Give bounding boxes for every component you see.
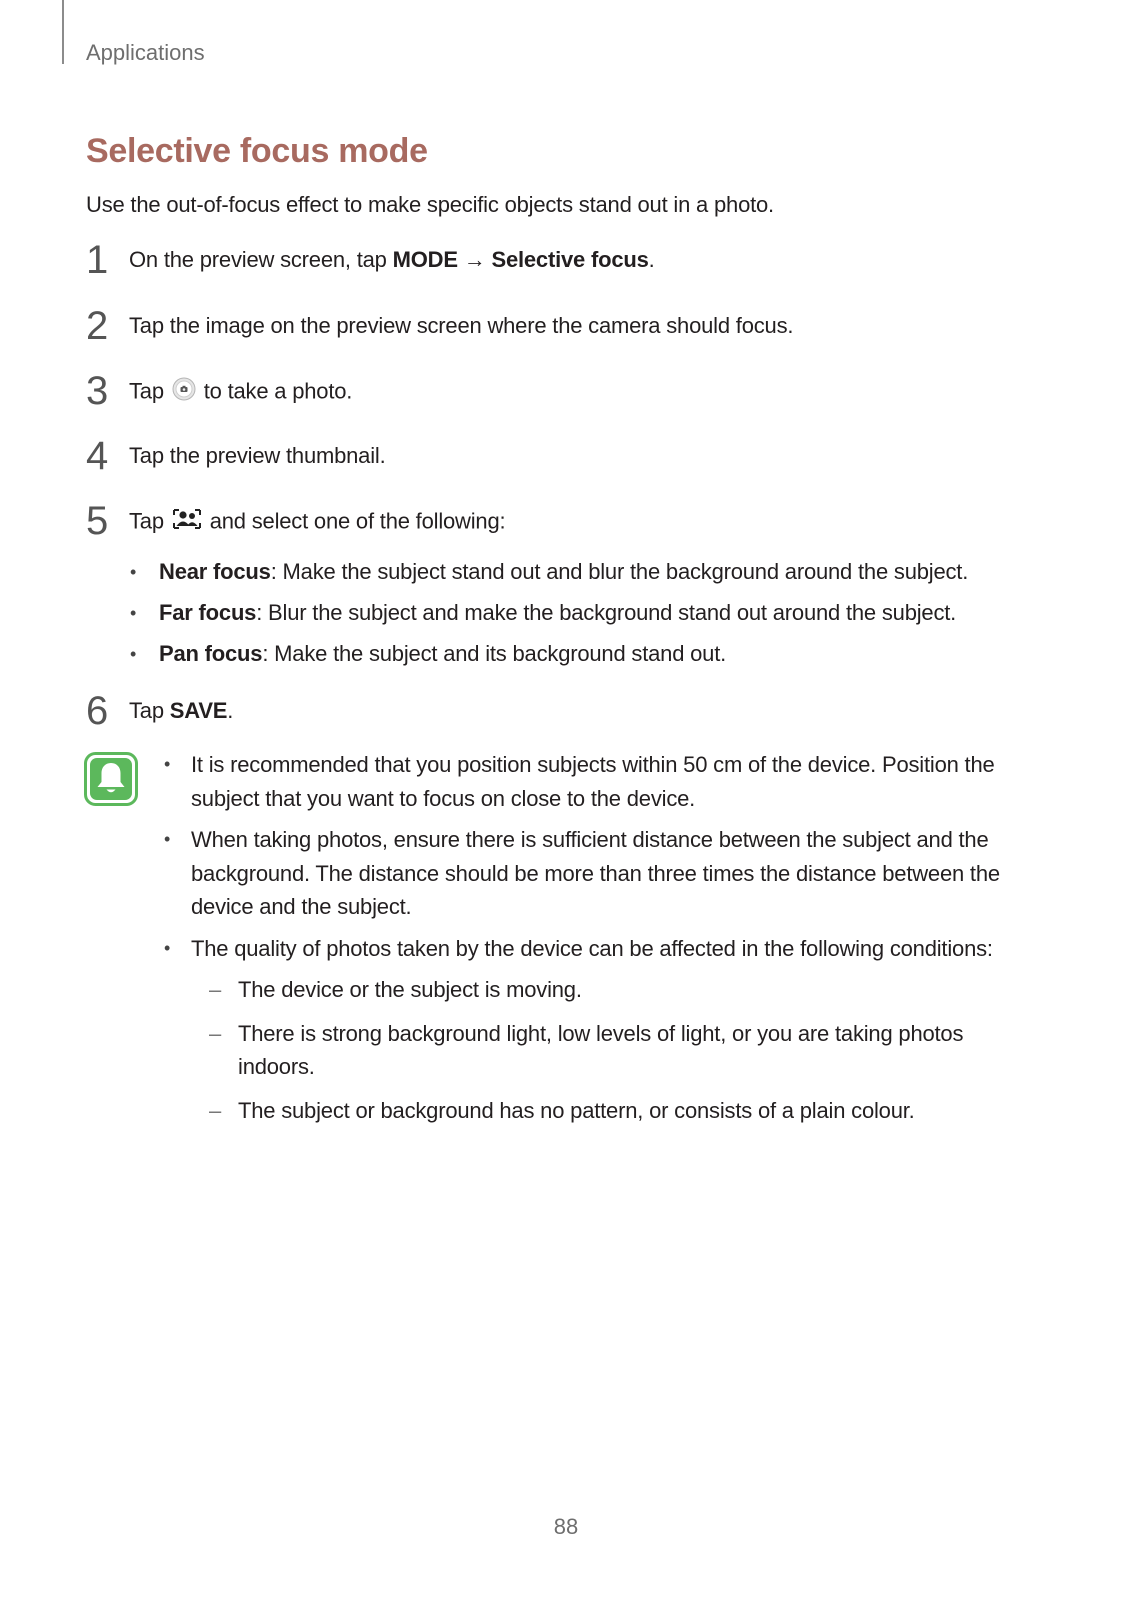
arrow: → — [457, 247, 492, 272]
step-text — [129, 697, 233, 725]
option-term: Near focus — [159, 559, 271, 584]
selective-focus-people-icon — [172, 507, 202, 538]
step-text-pre: Tap — [129, 508, 170, 534]
notification-bell-icon — [84, 752, 138, 806]
step-text — [129, 246, 655, 274]
condition-item — [191, 1094, 1020, 1128]
step-2 — [86, 304, 1086, 348]
step-text-post: . — [648, 247, 655, 272]
step-5 — [86, 499, 1086, 543]
note-text: When taking photos, ensure there is sufficient distance between the subject and the background. The distance should be more than three times the distance between the device and the subject. — [191, 827, 1000, 919]
bullet: • — [164, 829, 171, 849]
camera-shutter-icon — [172, 377, 196, 408]
intro-text: Use the out-of-focus effect to make specific objects stand out in a photo. — [86, 192, 774, 217]
condition-item — [191, 1017, 1020, 1084]
option-term: Pan focus — [159, 641, 263, 666]
list-item — [130, 599, 1090, 640]
step-number: 3 — [86, 369, 109, 413]
note-item — [160, 748, 1020, 815]
bullet: • — [130, 562, 137, 582]
bullet: • — [130, 644, 137, 664]
note-text: The quality of photos taken by the device can be affected in the following conditions: — [191, 935, 993, 961]
option-text — [159, 558, 968, 586]
conditions-list — [191, 973, 1020, 1127]
option-desc: : Make the subject and its background stand out. — [262, 641, 727, 666]
notes-list — [160, 748, 1020, 1137]
note-text: It is recommended that you position subjects within 50 cm of the device. Position the subject that you want to focus on close to the device. — [191, 752, 995, 811]
step-number: 1 — [86, 238, 109, 282]
bullet: • — [130, 603, 137, 623]
condition-item — [191, 973, 1020, 1007]
selective-focus-label: Selective focus — [491, 247, 649, 272]
option-desc: : Make the subject stand out and blur the background around the subject. — [270, 559, 969, 584]
list-item — [130, 640, 1090, 681]
bullet: • — [164, 937, 171, 958]
condition-text: There is strong background light, low levels of light, or you are taking photos indoors. — [238, 1020, 964, 1079]
step-text-post: to take a photo. — [197, 378, 353, 404]
dash: – — [209, 977, 222, 1002]
dash: – — [209, 1020, 222, 1046]
bullet: • — [164, 754, 171, 774]
step-6 — [86, 689, 1086, 733]
step-text-pre: Tap — [129, 698, 170, 723]
step-number: 4 — [86, 434, 109, 478]
page-number: 88 — [553, 1514, 579, 1539]
note-item — [160, 823, 1020, 924]
step-number: 5 — [86, 499, 109, 543]
header-rule — [62, 0, 64, 64]
step-4 — [86, 434, 1086, 478]
dash: – — [209, 1097, 222, 1123]
option-term: Far focus — [159, 600, 257, 625]
option-desc: : Blur the subject and make the background stand out around the subject. — [256, 600, 957, 625]
step-text-pre: On the preview screen, tap — [129, 247, 393, 272]
save-label: SAVE — [169, 698, 228, 723]
section-label: Applications — [86, 40, 205, 65]
step-text-pre: Tap — [129, 378, 170, 404]
step-number: 2 — [86, 304, 109, 348]
condition-text: The subject or background has no pattern, or consists of a plain colour. — [238, 1097, 915, 1123]
step-number: 6 — [86, 689, 109, 733]
step-text — [129, 507, 505, 538]
step-1 — [86, 238, 1086, 282]
step-text: Tap the image on the preview screen where the camera should focus. — [129, 313, 794, 338]
step-text: Tap the preview thumbnail. — [129, 443, 386, 468]
option-text — [159, 599, 956, 627]
mode-label: MODE — [392, 247, 458, 272]
step-3 — [86, 369, 1086, 413]
note-item — [160, 932, 1020, 1128]
page-title: Selective focus mode — [86, 132, 428, 170]
step-text-post: . — [227, 698, 234, 723]
step-text — [129, 377, 352, 408]
list-item — [130, 558, 1090, 599]
focus-options-list — [130, 558, 1090, 681]
option-text — [159, 640, 726, 668]
condition-text: The device or the subject is moving. — [238, 977, 582, 1002]
step-text-post: and select one of the following: — [203, 508, 506, 534]
